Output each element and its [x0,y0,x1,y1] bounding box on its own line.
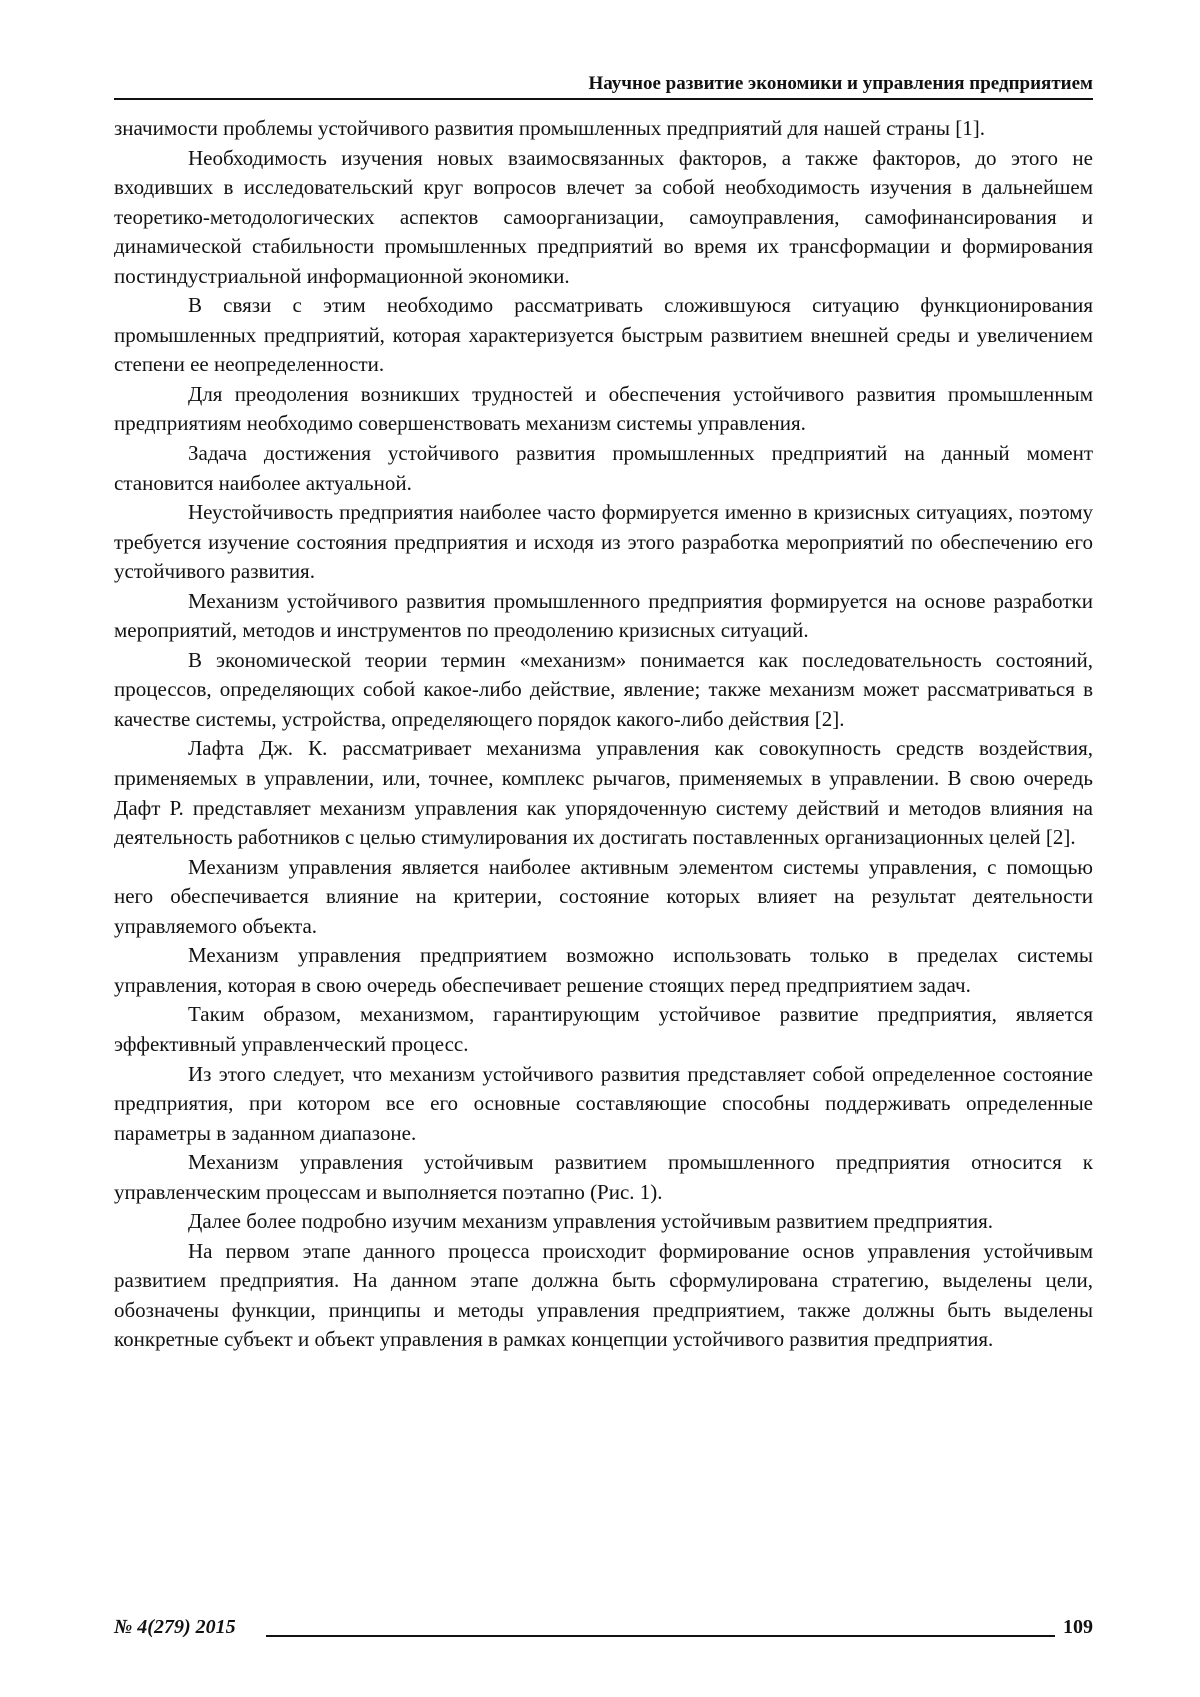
paragraph: Далее более подробно изучим механизм управления устойчивым развитием предприятия. [114,1207,1093,1237]
paragraph: Механизм устойчивого развития промышленного предприятия формируется на основе разработки мероприятий, методов и инструментов по преодолению кризисных ситуаций. [114,587,1093,646]
issue-number: № 4(279) 2015 [114,1614,236,1640]
paragraph: В связи с этим необходимо рассматривать сложившуюся ситуацию функционирования промышленных предприятий, которая характеризуется быстрым развитием внешней среды и увеличением степени ее неопределенности. [114,291,1093,380]
page-footer [114,1614,1093,1642]
paragraph: Лафта Дж. К. рассматривает механизма управления как совокупность средств воздействия, применяемых в управлении, или, точнее, комплекс рычагов, применяемых в управлении. В свою очередь Дафт Р. представляет механизм управления как упорядоченную систему действий и методов влияния на деятельность работников с целью стимулирования их достигать поставленных организационных целей [2]. [114,734,1093,852]
header-rule [114,98,1093,100]
paragraph: Механизм управления предприятием возможно использовать только в пределах системы управления, которая в свою очередь обеспечивает решение стоящих перед предприятием задач. [114,941,1093,1000]
paragraph: На первом этапе данного процесса происходит формирование основ управления устойчивым развитием предприятия. На данном этапе должна быть сформулирована стратегию, выделены цели, обозначены функции, принципы и методы управления предприятием, также должны быть выделены конкретные субъект и объект управления в рамках концепции устойчивого развития предприятия. [114,1237,1093,1355]
paragraph: Таким образом, механизмом, гарантирующим устойчивое развитие предприятия, является эффективный управленческий процесс. [114,1000,1093,1059]
running-title: Научное развитие экономики и управления предприятием [114,72,1093,96]
paragraph: Для преодоления возникших трудностей и обеспечения устойчивого развития промышленным предприятиям необходимо совершенствовать механизм системы управления. [114,380,1093,439]
article-body [114,114,1093,1355]
paragraph: Необходимость изучения новых взаимосвязанных факторов, а также факторов, до этого не входивших в исследовательский круг вопросов влечет за собой необходимость изучения в дальнейшем теоретико-методологических аспектов самоорганизации, самоуправления, самофинансирования и динамической стабильности промышленных предприятий во время их трансформации и формирования постиндустриальной информационной экономики. [114,144,1093,292]
paragraph: Из этого следует, что механизм устойчивого развития представляет собой определенное состояние предприятия, при котором все его основные составляющие способны поддерживать определенные параметры в заданном диапазоне. [114,1060,1093,1149]
paragraph: Механизм управления является наиболее активным элементом системы управления, с помощью него обеспечивается влияние на критерии, состояние которых влияет на результат деятельности управляемого объекта. [114,853,1093,942]
page-number: 109 [1063,1614,1093,1640]
paragraph: Задача достижения устойчивого развития промышленных предприятий на данный момент становится наиболее актуальной. [114,439,1093,498]
paragraph-continuation: значимости проблемы устойчивого развития промышленных предприятий для нашей страны [1]. [114,114,1093,144]
paragraph: Механизм управления устойчивым развитием промышленного предприятия относится к управленческим процессам и выполняется поэтапно (Рис. 1). [114,1148,1093,1207]
footer-rule [266,1635,1055,1637]
paragraph: В экономической теории термин «механизм» понимается как последовательность состояний, процессов, определяющих собой какое-либо действие, явление; также механизм может рассматриваться в качестве системы, устройства, определяющего порядок какого-либо действия [2]. [114,646,1093,735]
paragraph: Неустойчивость предприятия наиболее часто формируется именно в кризисных ситуациях, поэтому требуется изучение состояния предприятия и исходя из этого разработка мероприятий по обеспечению его устойчивого развития. [114,498,1093,587]
